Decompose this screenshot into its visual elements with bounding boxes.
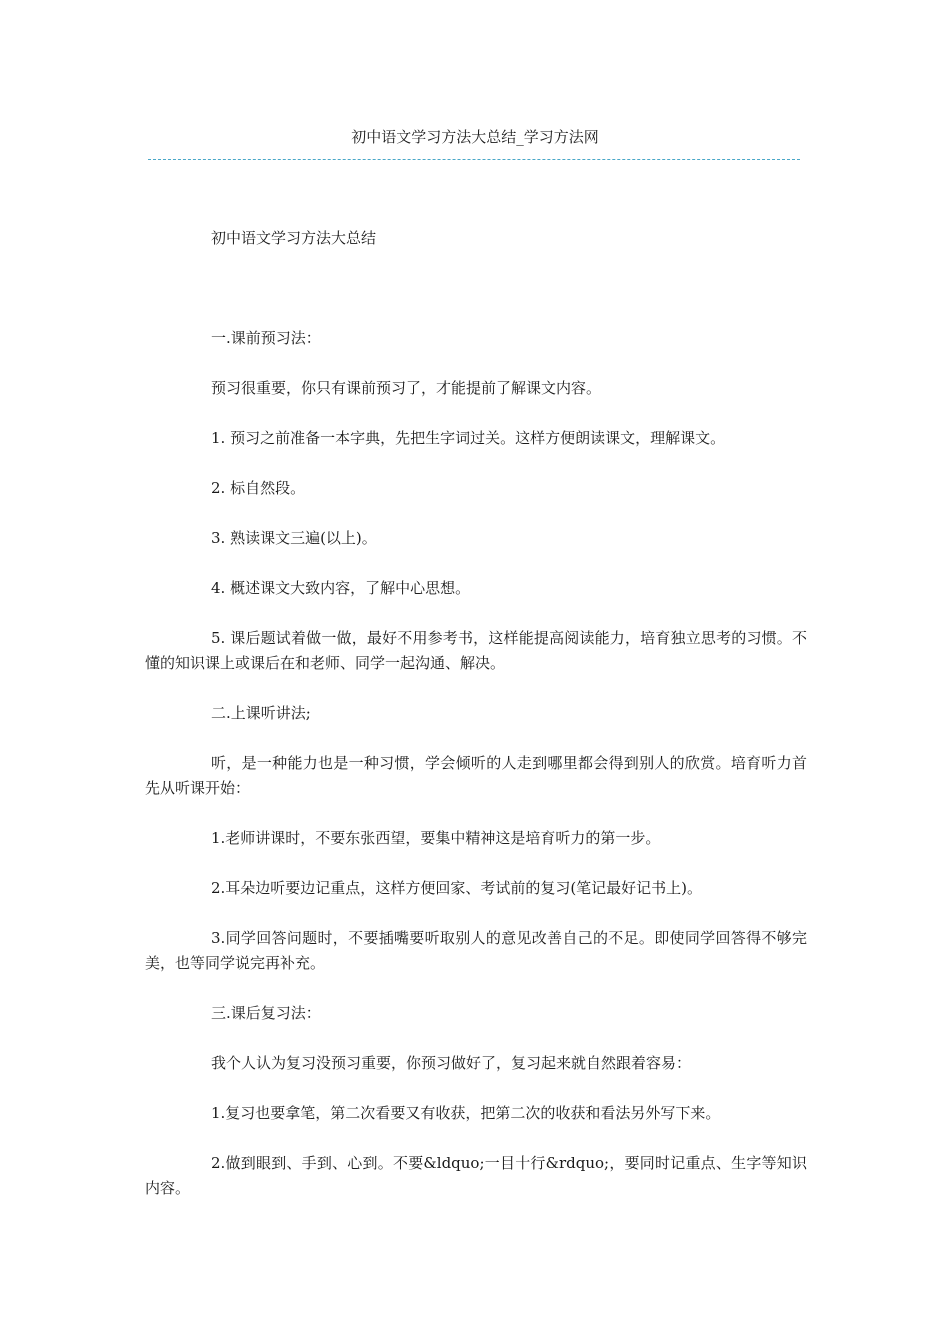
paragraph: 听，是一种能力也是一种习惯，学会倾听的人走到哪里都会得到别人的欣赏。培育听力首先从听课开始： xyxy=(145,754,807,797)
paragraph: 预习很重要，你只有课前预习了，才能提前了解课文内容。 xyxy=(211,379,602,397)
header-dashed-divider xyxy=(148,159,800,160)
document-title: 初中语文学习方法大总结 xyxy=(211,229,377,247)
list-item: 1.复习也要拿笔，第二次看要又有收获，把第二次的收获和看法另外写下来。 xyxy=(211,1104,721,1122)
list-item: 3.同学回答问题时，不要插嘴要听取别人的意见改善自己的不足。即使同学回答得不够完美，也等同学说完再补充。 xyxy=(145,929,807,972)
list-item: 3. 熟读课文三遍(以上)。 xyxy=(211,529,377,547)
page-header-title: 初中语文学习方法大总结_学习方法网 xyxy=(351,128,599,146)
section-heading-preview: 一.课前预习法： xyxy=(211,329,321,347)
list-item: 2.做到眼到、手到、心到。不要&ldquo;一目十行&rdquo;，要同时记重点、生字等知识内容。 xyxy=(145,1154,807,1197)
section-heading-listening: 二.上课听讲法; xyxy=(211,704,311,722)
list-item: 2.耳朵边听要边记重点，这样方便回家、考试前的复习(笔记最好记书上)。 xyxy=(211,879,703,897)
list-item: 1.老师讲课时，不要东张西望，要集中精神这是培育听力的第一步。 xyxy=(211,829,661,847)
list-item: 5. 课后题试着做一做，最好不用参考书，这样能提高阅读能力，培育独立思考的习惯。不懂的知识课上或课后在和老师、同学一起沟通、解决。 xyxy=(145,629,807,672)
list-item: 4. 概述课文大致内容，了解中心思想。 xyxy=(211,579,471,597)
paragraph: 我个人认为复习没预习重要，你预习做好了，复习起来就自然跟着容易： xyxy=(211,1054,692,1072)
list-item: 1. 预习之前准备一本字典，先把生字词过关。这样方便朗读课文，理解课文。 xyxy=(211,429,726,447)
section-heading-review: 三.课后复习法： xyxy=(211,1004,321,1022)
document-body xyxy=(145,226,807,1226)
list-item: 2. 标自然段。 xyxy=(211,479,306,497)
